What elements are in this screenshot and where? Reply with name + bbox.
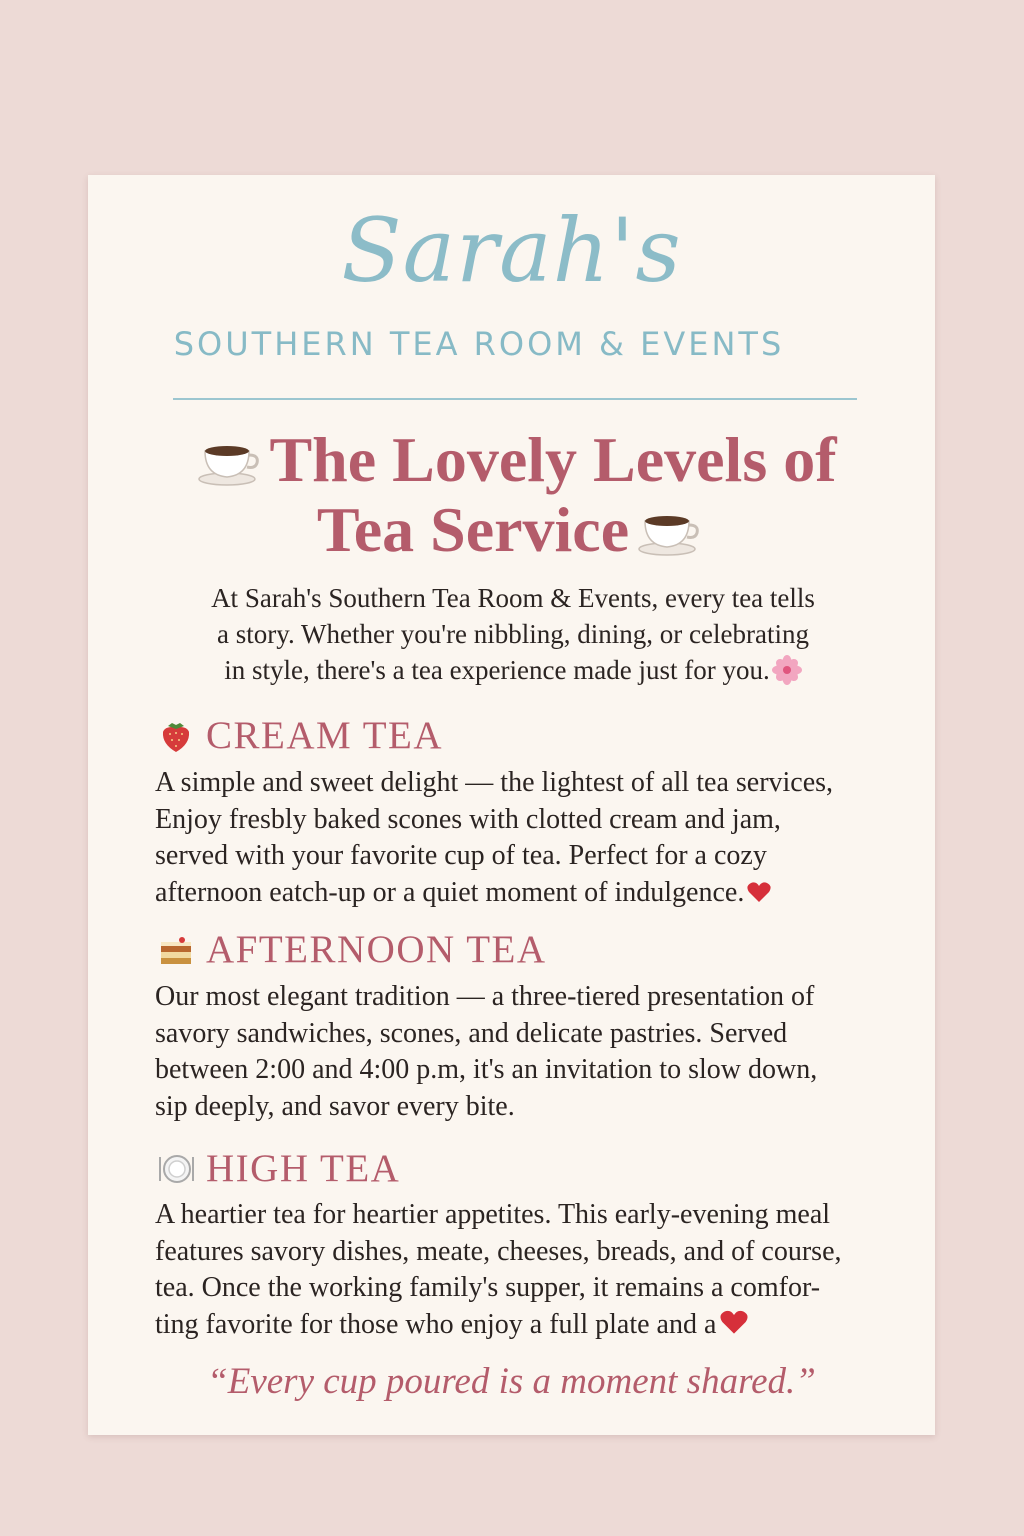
body-line: savory sandwiches, scones, and delicate pastries. Served (155, 1017, 788, 1049)
body-line-text: afternoon eatch-up or a quiet moment of indulgence. (155, 876, 745, 908)
closing-quote: “Every cup poured is a moment shared.” (207, 1361, 816, 1402)
divider (173, 398, 857, 400)
title-text-2: Tea Service (316, 494, 630, 565)
section-heading-text: CREAM TEA (206, 714, 444, 757)
body-line: A simple and sweet delight — the lightest of all tea services, (155, 767, 834, 798)
intro-line-2: a story. Whether you're nibbling, dining, or celebrating (217, 619, 809, 649)
brand-tagline: SOUTHERN TEA ROOM & EVENTS (173, 325, 785, 363)
section-heading-text: HIGH TEA (206, 1147, 401, 1190)
body-line: served with your favorite cup of tea. Perfect for a cozy (155, 840, 767, 871)
intro-line-3 (148, 652, 878, 688)
section-heading-afternoon-tea (158, 927, 547, 972)
section-heading-text: AFTERNOON TEA (206, 928, 547, 971)
body-line-text: ting favorite for those who enjoy a full plate and a (155, 1308, 717, 1340)
teacup-icon (637, 507, 701, 557)
intro-paragraph (148, 580, 878, 688)
title-text-1: The Lovely Levels of (269, 424, 837, 495)
body-line (155, 1307, 915, 1344)
title-line-2 (148, 495, 878, 565)
body-line: A heartier tea for heartier appetites. This early-evening meal (155, 1199, 831, 1230)
plate-icon (158, 1151, 194, 1187)
teacup-icon (197, 437, 261, 487)
section-heading-cream-tea (158, 713, 443, 758)
heart-icon (746, 880, 772, 904)
body-line: Our most elegant tradition — a three-tiered presentation of (155, 981, 815, 1012)
intro-line-1: At Sarah's Southern Tea Room & Events, every tea tells (211, 583, 815, 613)
brand-name: Sarah's (341, 199, 682, 302)
body-line: between 2:00 and 4:00 p.m, it's an invitation to slow down, (155, 1054, 818, 1085)
intro-line-3-text: in style, there's a tea experience made just for you. (224, 655, 770, 685)
section-body-cream-tea (155, 765, 915, 911)
heart-icon (718, 1308, 750, 1336)
body-line: Enjoy fresbly baked scones with clotted cream and jam, (155, 803, 781, 835)
strawberry-icon (158, 718, 194, 754)
section-body-high-tea (155, 1197, 915, 1343)
body-line: tea. Once the working family's supper, it remains a comfor- (155, 1272, 821, 1303)
section-body-afternoon-tea (155, 979, 915, 1125)
body-line: features savory dishes, meate, cheeses, breads, and of course, (155, 1235, 842, 1267)
section-heading-high-tea (158, 1146, 400, 1191)
page-title (148, 425, 878, 565)
body-line: sip deeply, and savor every bite. (155, 1090, 515, 1122)
cake-icon (158, 932, 194, 968)
title-line-1 (148, 425, 878, 495)
body-line (155, 875, 915, 912)
menu-card (88, 175, 935, 1435)
flower-icon (772, 655, 802, 685)
